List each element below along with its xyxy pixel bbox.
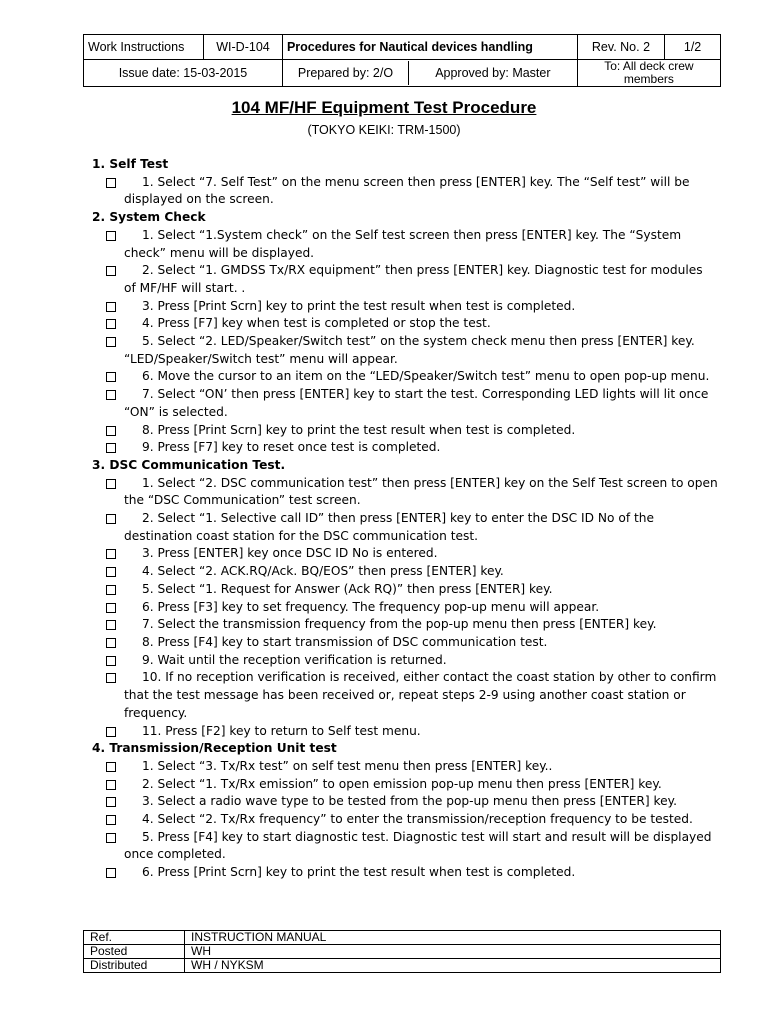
checkbox-icon[interactable] <box>106 426 116 436</box>
checkbox-icon[interactable] <box>106 868 116 878</box>
distribution-to: To: All deck crew members <box>577 60 720 87</box>
step-text: 4. Press [F7] key when test is completed or stop the test. <box>142 316 491 331</box>
step-text: 5. Select “2. LED/Speaker/Switch test” on the system check menu then press [ENTER] key. “LED/Speaker/Switch test” menu will appear. <box>124 334 695 366</box>
revision-number: Rev. No. 2 <box>577 35 664 60</box>
procedure-step <box>92 758 718 776</box>
checkbox-icon[interactable] <box>106 638 116 648</box>
checkbox-icon[interactable] <box>106 603 116 613</box>
procedure-step <box>92 298 718 316</box>
step-text: 6. Move the cursor to an item on the “LED/Speaker/Switch test” menu to open pop-up menu. <box>142 369 710 384</box>
step-text: 8. Press [Print Scrn] key to print the test result when test is completed. <box>142 422 576 437</box>
checkbox-icon[interactable] <box>106 302 116 312</box>
checkbox-icon[interactable] <box>106 620 116 630</box>
step-text: 2. Select “1. Selective call ID” then press [ENTER] key to enter the DSC ID No of the destination coast station for the DSC communication test. <box>124 511 654 543</box>
checkbox-icon[interactable] <box>106 762 116 772</box>
procedure-step <box>92 422 718 440</box>
footer-label: Distributed <box>84 959 185 973</box>
procedure-step <box>92 227 718 262</box>
step-text: 1. Select “1.System check” on the Self test screen then press [ENTER] key. The “System check” menu will be displayed. <box>124 227 682 260</box>
procedure-step <box>92 439 718 457</box>
checkbox-icon[interactable] <box>106 833 116 843</box>
procedure-step <box>92 386 718 421</box>
footer-row <box>84 959 721 973</box>
checkbox-icon[interactable] <box>106 337 116 347</box>
footer-row <box>84 945 721 959</box>
doc-number: WI-D-104 <box>204 35 283 60</box>
footer-table <box>83 930 721 973</box>
procedure-step <box>92 174 718 209</box>
step-text: 7. Select the transmission frequency from the pop-up menu then press [ENTER] key. <box>142 617 657 632</box>
checkbox-icon[interactable] <box>106 479 116 489</box>
step-text: 8. Press [F4] key to start transmission of DSC communication test. <box>142 634 548 649</box>
step-text: 3. Select a radio wave type to be tested from the pop-up menu then press [ENTER] key. <box>142 794 677 809</box>
step-text: 7. Select “ON’ then press [ENTER] key to start the test. Corresponding LED lights will lit once “ON” is selected. <box>124 387 709 419</box>
step-text: 2. Select “1. GMDSS Tx/RX equipment” then press [ENTER] key. Diagnostic test for modules of MF/HF will start. . <box>124 263 703 295</box>
procedure-step <box>92 811 718 829</box>
procedure-step <box>92 599 718 617</box>
page-number: 1/2 <box>665 35 721 60</box>
footer-label: Posted <box>84 945 185 959</box>
checkbox-icon[interactable] <box>106 673 116 683</box>
step-text: 6. Press [Print Scrn] key to print the test result when test is completed. <box>142 865 576 880</box>
checkbox-icon[interactable] <box>106 567 116 577</box>
procedure-step <box>92 368 718 386</box>
checkbox-icon[interactable] <box>106 319 116 329</box>
checkbox-icon[interactable] <box>106 178 116 188</box>
procedure-content <box>92 156 718 882</box>
checkbox-icon[interactable] <box>106 549 116 559</box>
doc-subject: Procedures for Nautical devices handling <box>282 35 577 60</box>
step-text: 4. Select “2. Tx/Rx frequency” to enter the transmission/reception frequency to be tested. <box>142 812 693 827</box>
checkbox-icon[interactable] <box>106 266 116 276</box>
checkbox-icon[interactable] <box>106 656 116 666</box>
step-text: 1. Select “7. Self Test” on the menu screen then press [ENTER] key. The “Self test” will be displayed on the screen. <box>124 174 690 207</box>
step-text: 4. Select “2. ACK.RQ/Ack. BQ/EOS” then press [ENTER] key. <box>142 564 504 579</box>
checkbox-icon[interactable] <box>106 797 116 807</box>
section-heading: 3. DSC Communication Test. <box>92 457 286 472</box>
step-text: 2. Select “1. Tx/Rx emission” to open emission pop-up menu then press [ENTER] key. <box>142 776 662 791</box>
section-heading: 1. Self Test <box>92 157 169 171</box>
procedure-step <box>92 864 718 882</box>
step-text: 5. Select “1. Request for Answer (Ack RQ)” then press [ENTER] key. <box>142 581 553 596</box>
step-text: 3. Press [ENTER] key once DSC ID No is entered. <box>142 546 438 561</box>
step-text: 10. If no reception verification is received, either contact the coast station by other to confirm that the test message has been received or, repeat steps 2-9 using another coast station or frequency. <box>124 670 717 720</box>
step-text: 5. Press [F4] key to start diagnostic test. Diagnostic test will start and result will be displayed once completed. <box>124 829 712 862</box>
checkbox-icon[interactable] <box>106 780 116 790</box>
step-text: 1. Select “2. DSC communication test” then press [ENTER] key on the Self Test screen to open the “DSC Communication” test screen. <box>124 475 718 508</box>
step-text: 1. Select “3. Tx/Rx test” on self test menu then press [ENTER] key.. <box>142 758 553 773</box>
checkbox-icon[interactable] <box>106 514 116 524</box>
checkbox-icon[interactable] <box>106 727 116 737</box>
checkbox-icon[interactable] <box>106 372 116 382</box>
procedure-step <box>92 475 718 510</box>
procedure-step <box>92 581 718 599</box>
footer-value: INSTRUCTION MANUAL <box>185 931 721 945</box>
step-text: 6. Press [F3] key to set frequency. The frequency pop-up menu will appear. <box>142 599 600 614</box>
procedure-step <box>92 776 718 794</box>
procedure-step <box>92 652 718 670</box>
checkbox-icon[interactable] <box>106 231 116 241</box>
section-heading: 4. Transmission/Reception Unit test <box>92 741 337 756</box>
issue-date: Issue date: 15-03-2015 <box>84 60 283 87</box>
step-text: 3. Press [Print Scrn] key to print the test result when test is completed. <box>142 298 576 313</box>
approved-by <box>282 60 577 87</box>
procedure-step <box>92 634 718 652</box>
checkbox-icon[interactable] <box>106 443 116 453</box>
procedure-step <box>92 315 718 333</box>
document-title: 104 MF/HF Equipment Test Procedure <box>231 98 537 117</box>
doc-type: Work Instructions <box>84 35 204 60</box>
procedure-step <box>92 616 718 634</box>
procedure-step <box>92 262 718 297</box>
step-text: 9. Press [F7] key to reset once test is completed. <box>142 440 441 455</box>
procedure-step <box>92 723 718 741</box>
footer-label: Ref. <box>84 931 185 945</box>
step-text: 11. Press [F2] key to return to Self test menu. <box>142 723 421 738</box>
checkbox-icon[interactable] <box>106 585 116 595</box>
procedure-step <box>92 669 718 722</box>
procedure-step <box>92 563 718 581</box>
procedure-step <box>92 793 718 811</box>
document-subtitle: (TOKYO KEIKI: TRM-1500) <box>307 123 461 137</box>
section-heading: 2. System Check <box>92 210 206 225</box>
procedure-step <box>92 545 718 563</box>
procedure-step <box>92 510 718 545</box>
checkbox-icon[interactable] <box>106 815 116 825</box>
procedure-step <box>92 333 718 368</box>
procedure-step <box>92 829 718 864</box>
checkbox-icon[interactable] <box>106 390 116 400</box>
footer-value: WH / NYKSM <box>185 959 721 973</box>
footer-row <box>84 931 721 945</box>
footer-value: WH <box>185 945 721 959</box>
step-text: 9. Wait until the reception verification is returned. <box>142 652 447 667</box>
prepared-by: Prepared by: 2/O <box>283 61 409 85</box>
approved-by-text: Approved by: Master <box>435 66 551 80</box>
document-header-table <box>83 34 721 87</box>
